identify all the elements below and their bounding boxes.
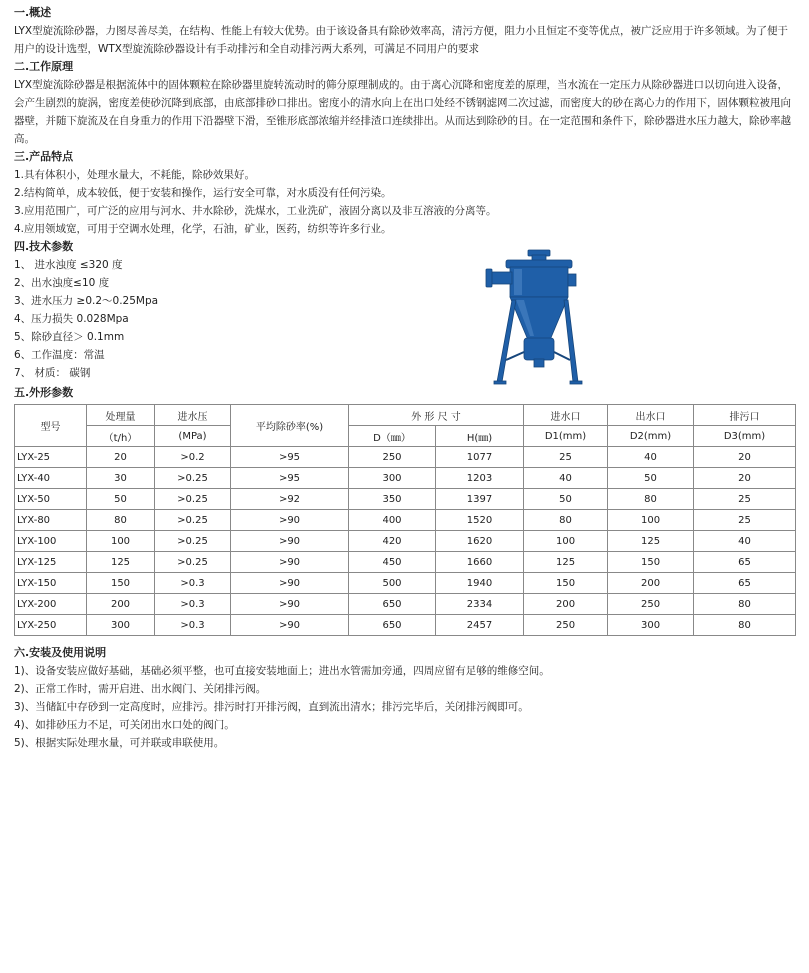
table-cell: LYX-125 [15, 552, 87, 573]
header-pressure: 进水压 [155, 405, 231, 426]
table-cell: >95 [231, 447, 349, 468]
table-cell: >90 [231, 531, 349, 552]
table-cell: >0.3 [155, 615, 231, 636]
dimensions-table [14, 404, 796, 636]
header-outlet: 出水口 [608, 405, 694, 426]
table-cell: >90 [231, 573, 349, 594]
spec-item: 2、出水浊度≤10 度 [14, 277, 110, 289]
table-cell: 100 [608, 510, 694, 531]
table-cell: 300 [608, 615, 694, 636]
table-cell: 420 [349, 531, 436, 552]
header-drain-unit: D3(mm) [694, 426, 796, 447]
specs-area [14, 256, 798, 384]
table-cell: 1077 [436, 447, 524, 468]
table-cell: 40 [608, 447, 694, 468]
table-cell: >90 [231, 615, 349, 636]
specs-list [14, 256, 158, 382]
table-cell: 50 [524, 489, 608, 510]
table-cell: 200 [87, 594, 155, 615]
table-cell: LYX-100 [15, 531, 87, 552]
features-list [14, 166, 798, 238]
spec-item: 6、工作温度：常温 [14, 349, 105, 361]
table-cell: 2334 [436, 594, 524, 615]
table-cell: LYX-50 [15, 489, 87, 510]
header-rate: 平均除砂率(%) [231, 405, 349, 447]
table-cell: 50 [87, 489, 155, 510]
table-cell: LYX-40 [15, 468, 87, 489]
table-cell: >90 [231, 594, 349, 615]
table-cell: LYX-200 [15, 594, 87, 615]
table-cell: 1203 [436, 468, 524, 489]
table-cell: >0.25 [155, 552, 231, 573]
section-overview-body: LYX型旋流除砂器，力图尽善尽美，在结构、性能上有较大优势。由于该设备具有除砂效率高，清污方便，阻力小且恒定不变等优点，被广泛应用于许多领域。为了便于用户的设计选型，WTX型旋流除砂器设计有手动排污和全自动排污两大系列，可满足不同用户的要求 [14, 25, 789, 55]
table-cell: 1520 [436, 510, 524, 531]
install-item: 4)、如排砂压力不足，可关闭出水口处的阀门。 [14, 719, 235, 731]
table-cell: LYX-25 [15, 447, 87, 468]
table-cell: 25 [694, 489, 796, 510]
table-cell: 30 [87, 468, 155, 489]
table-row [15, 489, 796, 510]
header-d: D（㎜） [349, 426, 436, 447]
table-cell: >0.25 [155, 510, 231, 531]
table-cell: >90 [231, 510, 349, 531]
install-list [14, 662, 798, 752]
section-overview-title: 一.概述 [14, 6, 52, 19]
table-cell: 450 [349, 552, 436, 573]
header-inlet-unit: D1(mm) [524, 426, 608, 447]
document [14, 4, 798, 752]
table-cell: >0.25 [155, 489, 231, 510]
table-cell: 650 [349, 615, 436, 636]
spec-item: 3、进水压力 ≥0.2～0.25Mpa [14, 295, 159, 307]
table-row [15, 447, 796, 468]
header-h: H(㎜) [436, 426, 524, 447]
table-cell: 350 [349, 489, 436, 510]
desander-product-image [480, 248, 592, 388]
header-flow: 处理量 [87, 405, 155, 426]
header-model: 型号 [15, 405, 87, 447]
section-features-title: 三.产品特点 [14, 150, 74, 163]
table-cell: >0.25 [155, 468, 231, 489]
section-principle-body: LYX型旋流除砂器是根据流体中的固体颗粒在除砂器里旋转流动时的筛分原理制成的。由于离心沉降和密度差的原理，当水流在一定压力从除砂器进口以切向进入设备，会产生剧烈的旋涡，密度差使砂沉降到底部，由底部排砂口排出。密度小的清水向上在出口处经不锈钢滤网二次过滤，而密度大的砂在离心力的作用下，固体颗粒被甩向器壁，并随下旋流及在自身重力的作用下沿器壁下滑，至锥形底部浓缩并经排渣口连续排出。从而达到除砂的目。在一定范围和条件下，除砂器进水压力越大，除砂率越高。 [14, 79, 791, 145]
table-cell: 65 [694, 552, 796, 573]
table-cell: 80 [87, 510, 155, 531]
header-pressure-unit: (MPa) [155, 426, 231, 447]
install-item: 1)、设备安装应做好基础，基础必须平整，也可直接安装地面上；进出水管需加旁通，四周应留有足够的维修空间。 [14, 665, 550, 677]
table-cell: LYX-150 [15, 573, 87, 594]
table-cell: >92 [231, 489, 349, 510]
table-cell: 150 [608, 552, 694, 573]
table-cell: 40 [694, 531, 796, 552]
table-row [15, 531, 796, 552]
feature-item: 1.具有体积小，处理水量大，不耗能，除砂效果好。 [14, 169, 256, 181]
section-principle-title: 二.工作原理 [14, 60, 74, 73]
install-item: 3)、当储缸中存砂到一定高度时，应排污。排污时打开排污阀，直到流出清水；排污完毕后，关闭排污阀即可。 [14, 701, 529, 713]
table-cell: 65 [694, 573, 796, 594]
spec-item: 1、 进水浊度 ≤320 度 [14, 259, 123, 271]
table-cell: 20 [87, 447, 155, 468]
table-cell: 80 [694, 615, 796, 636]
table-body [15, 447, 796, 636]
table-cell: >90 [231, 552, 349, 573]
table-cell: 500 [349, 573, 436, 594]
table-cell: 80 [608, 489, 694, 510]
install-item: 5)、根据实际处理水量，可并联或串联使用。 [14, 737, 225, 749]
table-cell: 150 [87, 573, 155, 594]
spec-item: 7、 材质： 碳钢 [14, 367, 91, 379]
table-row [15, 468, 796, 489]
feature-item: 3.应用范围广，可广泛的应用与河水、井水除砂，洗煤水，工业洗矿，液固分离以及非互溶液的分离等。 [14, 205, 497, 217]
table-cell: 250 [524, 615, 608, 636]
table-cell: >0.2 [155, 447, 231, 468]
table-cell: >0.25 [155, 531, 231, 552]
header-flow-unit: （t/h） [87, 426, 155, 447]
section-specs-title: 四.技术参数 [14, 240, 74, 253]
table-cell: 1940 [436, 573, 524, 594]
table-row [15, 594, 796, 615]
table-cell: 40 [524, 468, 608, 489]
table-row [15, 615, 796, 636]
table-cell: LYX-250 [15, 615, 87, 636]
header-dims: 外 形 尺 寸 [349, 405, 524, 426]
table-cell: >95 [231, 468, 349, 489]
table-cell: 20 [694, 468, 796, 489]
feature-item: 2.结构简单，成本较低，便于安装和操作，运行安全可靠，对水质没有任何污染。 [14, 187, 392, 199]
table-cell: 25 [694, 510, 796, 531]
table-row [15, 510, 796, 531]
table-cell: 80 [524, 510, 608, 531]
section-dimensions-title: 五.外形参数 [14, 386, 74, 399]
spec-item: 5、除砂直径＞ 0.1mm [14, 331, 125, 343]
section-install-title: 六.安装及使用说明 [14, 646, 107, 659]
table-cell: 125 [608, 531, 694, 552]
table-cell: 200 [608, 573, 694, 594]
table-cell: 650 [349, 594, 436, 615]
table-cell: >0.3 [155, 573, 231, 594]
install-item: 2)、正常工作时，需开启进、出水阀门、关闭排污阀。 [14, 683, 267, 695]
table-row [15, 552, 796, 573]
table-cell: 50 [608, 468, 694, 489]
spec-item: 4、压力损失 0.028Mpa [14, 313, 129, 325]
table-cell: 20 [694, 447, 796, 468]
table-cell: 100 [87, 531, 155, 552]
table-row [15, 573, 796, 594]
table-cell: 125 [87, 552, 155, 573]
header-outlet-unit: D2(mm) [608, 426, 694, 447]
table-cell: 400 [349, 510, 436, 531]
table-cell: 300 [349, 468, 436, 489]
table-header-row [15, 405, 796, 426]
header-inlet: 进水口 [524, 405, 608, 426]
header-drain: 排污口 [694, 405, 796, 426]
table-cell: 250 [608, 594, 694, 615]
table-cell: 1660 [436, 552, 524, 573]
table-cell: 250 [349, 447, 436, 468]
table-cell: 300 [87, 615, 155, 636]
table-cell: 2457 [436, 615, 524, 636]
table-cell: 125 [524, 552, 608, 573]
table-cell: 100 [524, 531, 608, 552]
table-cell: 1620 [436, 531, 524, 552]
table-cell: 150 [524, 573, 608, 594]
feature-item: 4.应用领域宽，可用于空调水处理，化学，石油，矿业，医药，纺织等许多行业。 [14, 223, 392, 235]
table-cell: LYX-80 [15, 510, 87, 531]
table-cell: 80 [694, 594, 796, 615]
table-cell: 200 [524, 594, 608, 615]
table-cell: 1397 [436, 489, 524, 510]
table-cell: 25 [524, 447, 608, 468]
table-cell: >0.3 [155, 594, 231, 615]
